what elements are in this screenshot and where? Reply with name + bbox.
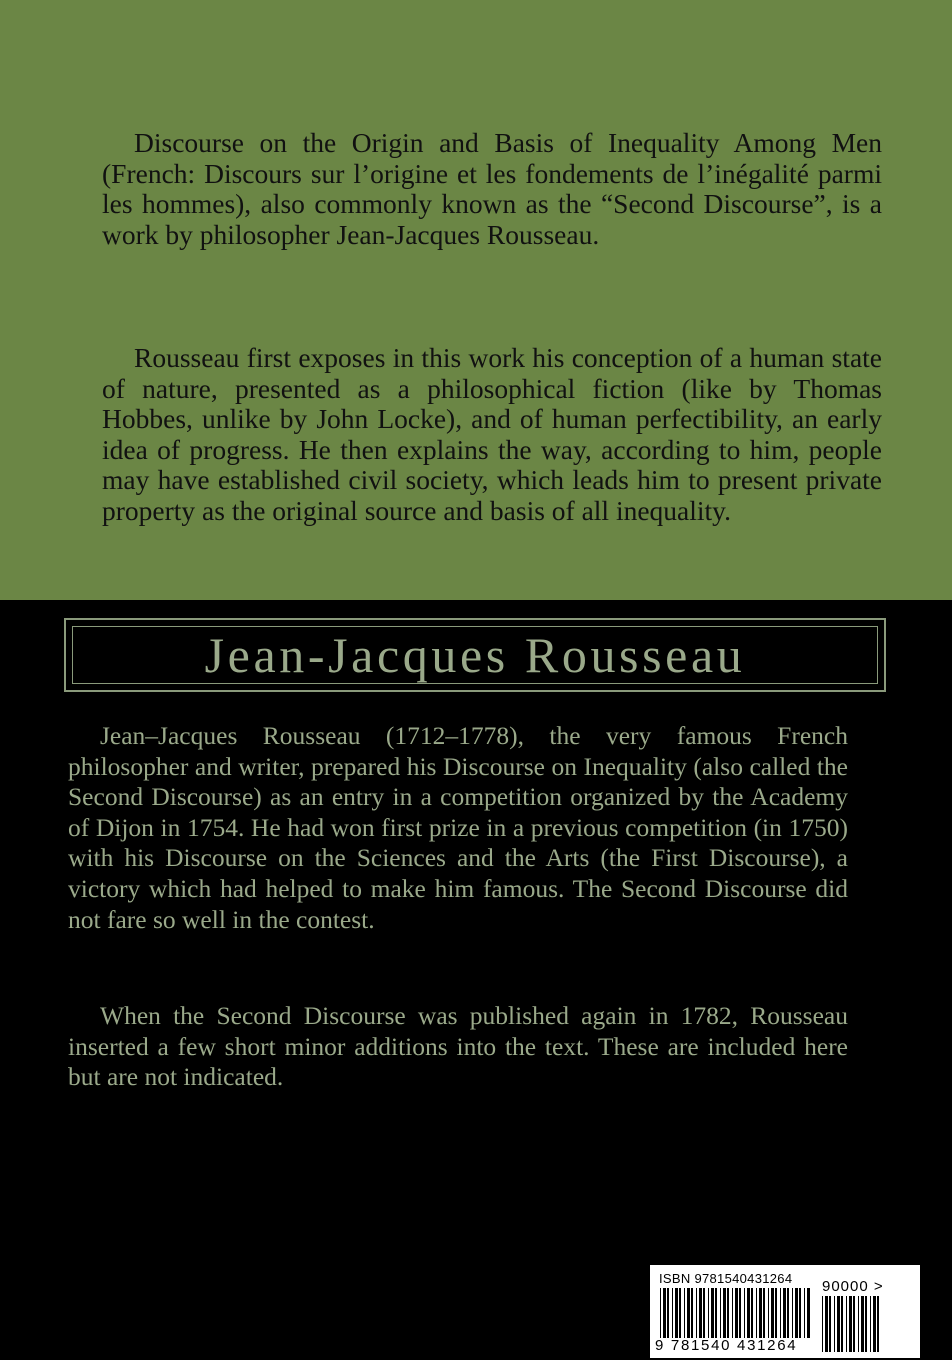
- barcode-bar: [853, 1296, 855, 1352]
- barcode-number: 9 781540 431264: [655, 1337, 798, 1354]
- barcode-bar: [877, 1296, 879, 1352]
- barcode-bar: [739, 1288, 741, 1338]
- barcode-bar: [763, 1288, 765, 1338]
- barcode-bar: [834, 1296, 835, 1352]
- description-paragraph-1: Discourse on the Origin and Basis of Inequality Among Men (French: Discours sur l’origine et les fondements de l’inégalité parmi les hommes), also commonly known as the “Second Discourse”, is a work by philosopher Jean-Jacques Rousseau.: [102, 127, 882, 250]
- biography-paragraph-2: When the Second Discourse was published again in 1782, Rousseau inserted a few short minor additions into the text. These are included here but are not indicated.: [68, 1001, 848, 1092]
- barcode-bar: [858, 1296, 859, 1352]
- barcode-bar: [679, 1288, 681, 1338]
- barcode-bars-main: [660, 1288, 810, 1338]
- biography-paragraph-1: Jean–Jacques Rousseau (1712–1778), the very famous French philosopher and writer, prepared his Discourse on Inequality (also called the Second Discourse) as an entry in a competition organized by the Academy of Dijon in 1754. He had won first prize in a previous competition (in 1750) with his Discourse on the Sciences and the Arts (the First Discourse), a victory which had helped to make him famous. The Second Discourse did not fare so well in the contest.: [68, 721, 848, 934]
- barcode-bar: [775, 1288, 777, 1338]
- barcode-bar: [787, 1288, 789, 1338]
- barcode-bar: [723, 1288, 726, 1338]
- barcode-bar: [759, 1288, 762, 1338]
- barcode-bar: [744, 1288, 745, 1338]
- barcode-bar: [783, 1288, 786, 1338]
- barcode-bar: [720, 1288, 721, 1338]
- barcode-bar: [849, 1296, 852, 1352]
- bottom-black-panel: [0, 600, 952, 1360]
- barcode-bar: [691, 1288, 693, 1338]
- barcode-bar: [837, 1296, 840, 1352]
- barcode-bar: [795, 1288, 798, 1338]
- barcode-bar: [822, 1296, 823, 1352]
- barcode-bar: [696, 1288, 697, 1338]
- barcode-bar: [715, 1288, 717, 1338]
- barcode-bar: [807, 1288, 810, 1338]
- barcode-bar: [675, 1288, 678, 1338]
- barcode-bar: [687, 1288, 690, 1338]
- barcode-bar: [804, 1288, 805, 1338]
- barcode-bar: [873, 1296, 876, 1352]
- barcode-bar: [660, 1288, 661, 1338]
- barcode-bar: [708, 1288, 709, 1338]
- barcode-bar: [711, 1288, 714, 1338]
- barcode-bar: [751, 1288, 753, 1338]
- barcode-bar: [841, 1296, 843, 1352]
- barcode-bar: [727, 1288, 729, 1338]
- barcode-bar: [870, 1296, 871, 1352]
- barcode-bar: [792, 1288, 793, 1338]
- barcode-bar: [684, 1288, 685, 1338]
- barcode-bar: [825, 1296, 828, 1352]
- barcode-bar: [829, 1296, 831, 1352]
- barcode-bar: [780, 1288, 781, 1338]
- isbn-label: ISBN 9781540431264: [659, 1271, 793, 1286]
- barcode-bar: [768, 1288, 769, 1338]
- barcode-bar: [799, 1288, 801, 1338]
- barcode-bar: [663, 1288, 666, 1338]
- barcode-bar: [699, 1288, 702, 1338]
- barcode-bar: [747, 1288, 750, 1338]
- author-heading: Jean-Jacques Rousseau: [204, 627, 746, 683]
- barcode-bar: [703, 1288, 705, 1338]
- barcode-bars-addon: [822, 1296, 880, 1352]
- barcode-bar: [732, 1288, 733, 1338]
- barcode-bar: [771, 1288, 774, 1338]
- barcode-bar: [861, 1296, 864, 1352]
- barcode-bar: [846, 1296, 847, 1352]
- price-code: 90000 >: [822, 1278, 884, 1295]
- description-paragraph-2: Rousseau first exposes in this work his conception of a human state of nature, presented as a philosophical fiction (like by Thomas Hobbes, unlike by John Locke), and of human perfectibility, an early idea of progress. He then explains the way, according to him, people may have established civil society, which leads him to present private property as the original source and basis of all inequality.: [102, 342, 882, 526]
- barcode-bar: [865, 1296, 867, 1352]
- barcode-bar: [756, 1288, 757, 1338]
- barcode-bar: [672, 1288, 673, 1338]
- barcode-bar: [667, 1288, 669, 1338]
- barcode-bar: [735, 1288, 738, 1338]
